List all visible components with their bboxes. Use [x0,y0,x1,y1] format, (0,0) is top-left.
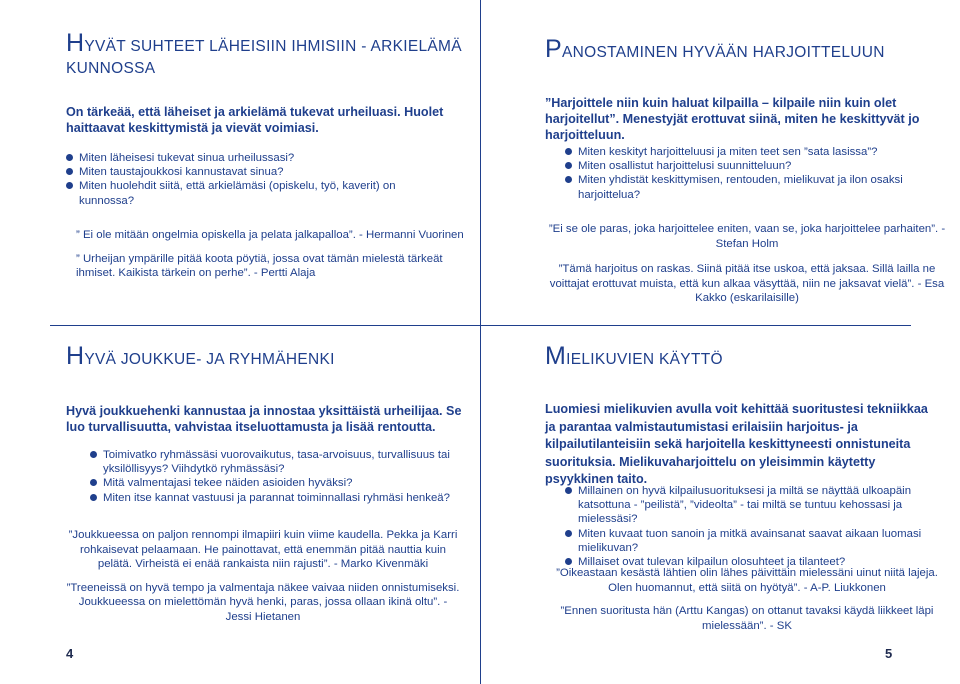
section-lead: ”Harjoittele niin kuin haluat kilpailla – kilpaile niin kuin olet harjoitellut”. Menestyjät erottuvat siinä, miten he keskittyvät jo harjoitteluun. [545,96,920,142]
bullet-dot-icon [90,451,97,458]
list-item: Miten kuvaat tuon sanoin ja mitkä avainsanat saavat aikaan luomasi mielikuvan? [565,527,945,555]
list-item: Mitä valmentajasi tekee näiden asioiden hyväksi? [90,476,460,490]
list-item: Toimivatko ryhmässäsi vuorovaikutus, tasa-arvoisuus, turvallisuus tai yksilöllisyys? Viihdytkö ryhmässäsi? [90,448,460,476]
section-divider [481,325,911,326]
bullet-dot-icon [565,162,572,169]
section-lead: Hyvä joukkuehenki kannustaa ja innostaa yksittäistä urheilijaa. Se luo turvallisuutta, vahvistaa itseluottamusta ja lisää rentoutta. [66,404,462,434]
list-item: Miten yhdistät keskittymisen, rentouden, mielikuvat ja ilon osaksi harjoittelua? [565,173,945,201]
bullet-list [565,484,945,569]
section-lead: Luomiesi mielikuvien avulla voit kehittää suoritustesi tekniikkaa ja parantaa valmistautumistasi erilaisiin harjoitus- ja kilpailutilanteisiin sekä harjoitella keskittyneesti onnistuneita suorituksia. Mielikuvaharjoittelu on yleisimmin käytetty psyykkinen taito. [545,402,928,486]
section-lead: On tärkeää, että läheiset ja arkielämä tukevat urheiluasi. Huolet haittaavat keskittymistä ja vievät voimiasi. [66,105,444,135]
quote: ”Tämä harjoitus on raskas. Siinä pitää itse uskoa, että jaksaa. Sillä lailla ne voittajat erottuvat muista, että kun alkaa väsyttää, niin ne jaksavat vielä”. - Esa Kakko (eskarilaisille) [549,263,945,304]
quote: ” Urheijan ympärille pitää koota pöytiä, jossa ovat tämän mielestä tärkeät ihmiset. Kaikista tärkein on perhe”. - Pertti Alaja [76,252,443,279]
quotes [66,528,460,624]
section-visualization [545,342,945,371]
page-number: 4 [66,646,74,661]
bullet-dot-icon [90,494,97,501]
quote: ”Ei se ole paras, joka harjoittelee eniten, vaan se, joka harjoittelee parhaiten”. - Stefan Holm [548,223,946,250]
bullet-dot-icon [565,487,572,494]
section-quality-training [545,35,945,64]
page-number: 5 [885,646,893,661]
list-item: Miten osallistut harjoittelusi suunnitteluun? [565,159,945,173]
bullet-dot-icon [90,479,97,486]
bullet-list [90,448,460,505]
section-heading: HYVÄ JOUKKUE- JA RYHMÄHENKI [66,342,335,370]
list-item: Miten keskityt harjoitteluusi ja miten teet sen ”sata lasissa”? [565,145,945,159]
quote: ”Oikeastaan kesästä lähtien olin lähes päivittäin mielessäni uinut niitä lajeja. Olen huomannut, että siitä on hyötyä”. - A-P. Liukkonen [556,567,938,594]
section-heading: HYVÄT SUHTEET LÄHEISIIN IHMISIIN - ARKIELÄMÄ KUNNOSSA [66,29,462,77]
right-page [480,0,960,684]
list-item: Miten huolehdit siitä, että arkielämäsi (opiskelu, työ, kaverit) on kunnossa? [66,179,446,207]
bullet-list [66,151,446,208]
bullet-dot-icon [565,176,572,183]
quote: ”Treeneissä on hyvä tempo ja valmentaja näkee vaivaa niiden onnistumiseksi. Joukkueessa on mielettömän hyvä henki, paras, jossa ollaan ikinä oltu”. - Jessi Hietanen [66,581,460,623]
bullet-dot-icon [565,148,572,155]
bullet-dot-icon [565,530,572,537]
section-team-spirit [66,342,466,371]
list-item: Miten itse kannat vastuusi ja parannat toiminnallasi ryhmäsi henkeä? [90,491,460,505]
list-item: Millaiset ovat tulevan kilpailun olosuhteet ja tilanteet? [565,555,945,569]
section-divider [50,325,480,326]
bullet-dot-icon [66,154,73,161]
quote: ”Joukkueessa on paljon rennompi ilmapiiri kuin viime kaudella. Pekka ja Karri rohkaisevat pelaamaan. He painottavat, että enemmän pitää nauttia kuin pelätä. Virheistä ei enää rankaista niin rajusti”. - Marko Kivenmäki [68,529,458,570]
list-item: Millainen on hyvä kilpailusuorituksesi ja miltä se näyttää ulkoapäin katsottuna - ”peilistä”, ”videolta” - tai miltä se tuntuu kehossasi ja mielessäsi? [565,484,945,527]
quotes [545,566,949,633]
bullet-dot-icon [66,168,73,175]
quotes [76,228,466,281]
quote: ”Ennen suoritusta hän (Arttu Kangas) on ottanut tavaksi käydä liikkeet läpi mielessään”. - SK [560,605,934,632]
section-heading: MIELIKUVIEN KÄYTTÖ [545,342,723,370]
bullet-dot-icon [565,558,572,565]
bullet-list [565,145,945,202]
section-close-relationships [66,29,466,80]
quotes [545,222,949,306]
quote: ” Ei ole mitään ongelmia opiskella ja pelata jalkapalloa”. - Hermanni Vuorinen [76,229,464,241]
list-item: Miten läheisesi tukevat sinua urheilussasi? [66,151,446,165]
list-item: Miten taustajoukkosi kannustavat sinua? [66,165,446,179]
bullet-dot-icon [66,182,73,189]
section-heading: PANOSTAMINEN HYVÄÄN HARJOITTELUUN [545,35,885,63]
